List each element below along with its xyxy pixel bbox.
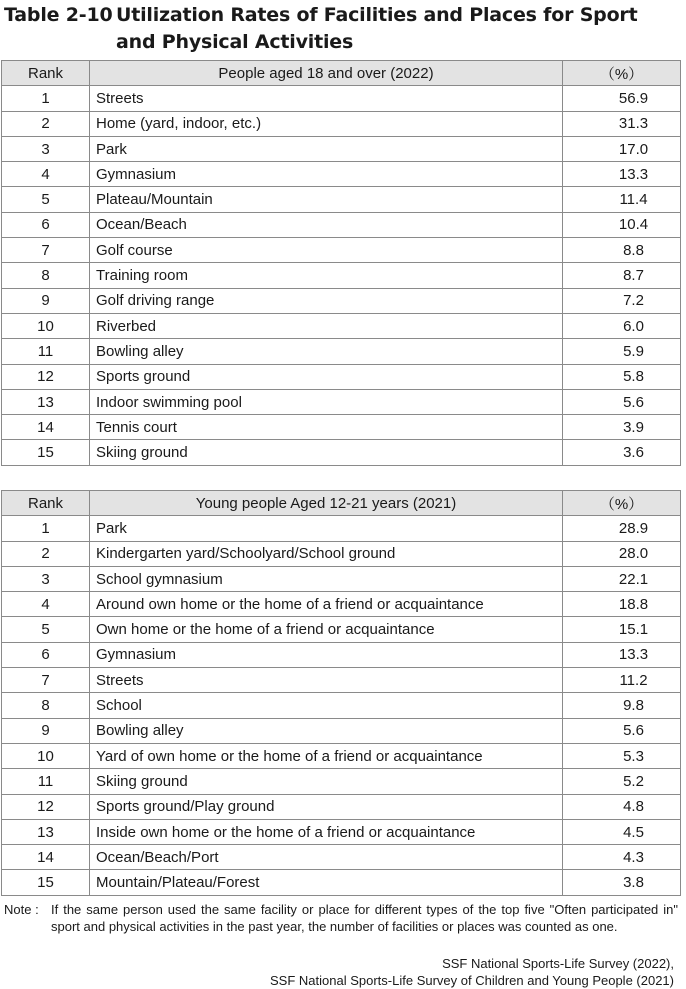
table-row	[2, 187, 681, 212]
rate-cell: 3.6	[563, 440, 681, 465]
facility-cell: Streets	[90, 668, 563, 693]
table-row	[2, 794, 681, 819]
facility-cell: Yard of own home or the home of a friend or acquaintance	[90, 743, 563, 768]
rate-cell: 5.2	[563, 769, 681, 794]
rank-cell: 3	[2, 136, 90, 161]
rank-cell: 11	[2, 769, 90, 794]
table-title	[4, 2, 684, 56]
table-header-row	[2, 491, 681, 516]
table-row	[2, 769, 681, 794]
table-row	[2, 743, 681, 768]
rate-cell: 8.7	[563, 263, 681, 288]
rate-cell: 22.1	[563, 566, 681, 591]
rate-cell: 11.2	[563, 668, 681, 693]
rank-cell: 12	[2, 364, 90, 389]
facility-cell: Plateau/Mountain	[90, 187, 563, 212]
table-row	[2, 870, 681, 895]
rank-cell: 2	[2, 541, 90, 566]
table-row	[2, 339, 681, 364]
source-line-2: SSF National Sports-Life Survey of Children and Young People (2021)	[270, 973, 674, 988]
rate-cell: 4.3	[563, 845, 681, 870]
source-line-1: SSF National Sports-Life Survey (2022),	[442, 956, 674, 971]
facility-cell: Mountain/Plateau/Forest	[90, 870, 563, 895]
rate-cell: 8.8	[563, 238, 681, 263]
table-row	[2, 516, 681, 541]
rank-cell: 2	[2, 111, 90, 136]
rate-cell: 15.1	[563, 617, 681, 642]
facility-cell: Gymnasium	[90, 162, 563, 187]
facility-cell: Skiing ground	[90, 440, 563, 465]
group-header: People aged 18 and over (2022)	[90, 61, 563, 86]
facility-cell: Bowling alley	[90, 718, 563, 743]
rate-cell: 28.0	[563, 541, 681, 566]
rank-cell: 5	[2, 617, 90, 642]
table-row	[2, 845, 681, 870]
table-row	[2, 440, 681, 465]
rate-cell: 31.3	[563, 111, 681, 136]
rank-cell: 8	[2, 263, 90, 288]
rank-cell: 5	[2, 187, 90, 212]
group-header: Young people Aged 12-21 years (2021)	[90, 491, 563, 516]
facility-cell: Bowling alley	[90, 339, 563, 364]
facility-cell: Golf driving range	[90, 288, 563, 313]
rate-cell: 5.3	[563, 743, 681, 768]
facility-cell: Park	[90, 516, 563, 541]
facility-cell: Riverbed	[90, 313, 563, 338]
rate-cell: 5.6	[563, 389, 681, 414]
rank-cell: 14	[2, 845, 90, 870]
rate-cell: 13.3	[563, 162, 681, 187]
table-row	[2, 288, 681, 313]
rate-cell: 56.9	[563, 86, 681, 111]
unit-header: （%）	[563, 491, 681, 516]
rate-cell: 17.0	[563, 136, 681, 161]
facility-cell: Home (yard, indoor, etc.)	[90, 111, 563, 136]
table-title-text: Utilization Rates of Facilities and Places for Sport and Physical Activities	[116, 4, 638, 53]
rank-cell: 7	[2, 668, 90, 693]
table-row	[2, 693, 681, 718]
rate-cell: 10.4	[563, 212, 681, 237]
table-body	[2, 516, 681, 895]
rank-header: Rank	[2, 491, 90, 516]
rank-cell: 13	[2, 819, 90, 844]
table-row	[2, 617, 681, 642]
rank-cell: 14	[2, 415, 90, 440]
note-text: If the same person used the same facility or place for different types of the top five "Often participated in" sport and physical activities in the past year, the number of facilities or places was counted as one.	[51, 902, 678, 934]
table-row	[2, 162, 681, 187]
rank-cell: 8	[2, 693, 90, 718]
table-row	[2, 389, 681, 414]
facility-cell: Sports ground	[90, 364, 563, 389]
table-header-row	[2, 61, 681, 86]
rank-cell: 10	[2, 743, 90, 768]
rank-cell: 4	[2, 592, 90, 617]
rate-cell: 3.8	[563, 870, 681, 895]
facility-cell: Kindergarten yard/Schoolyard/School ground	[90, 541, 563, 566]
facility-cell: Golf course	[90, 238, 563, 263]
rank-cell: 12	[2, 794, 90, 819]
table-row	[2, 313, 681, 338]
facility-cell: Own home or the home of a friend or acquaintance	[90, 617, 563, 642]
table-row	[2, 642, 681, 667]
rank-cell: 1	[2, 516, 90, 541]
rate-cell: 6.0	[563, 313, 681, 338]
rank-cell: 9	[2, 288, 90, 313]
table-row	[2, 111, 681, 136]
table-row	[2, 415, 681, 440]
adults-facility-table	[1, 60, 681, 466]
facility-cell: Gymnasium	[90, 642, 563, 667]
table-number: Table 2-10	[4, 4, 113, 26]
rate-cell: 7.2	[563, 288, 681, 313]
rank-cell: 3	[2, 566, 90, 591]
facility-cell: Tennis court	[90, 415, 563, 440]
rank-cell: 1	[2, 86, 90, 111]
facility-cell: School	[90, 693, 563, 718]
rate-cell: 18.8	[563, 592, 681, 617]
rank-cell: 6	[2, 212, 90, 237]
rate-cell: 3.9	[563, 415, 681, 440]
rank-cell: 4	[2, 162, 90, 187]
table-note	[4, 901, 678, 935]
rank-cell: 10	[2, 313, 90, 338]
table-row	[2, 86, 681, 111]
rate-cell: 5.9	[563, 339, 681, 364]
rank-header: Rank	[2, 61, 90, 86]
table-row	[2, 238, 681, 263]
table-row	[2, 718, 681, 743]
table-body	[2, 86, 681, 465]
table-row	[2, 592, 681, 617]
rank-cell: 15	[2, 440, 90, 465]
facility-cell: Ocean/Beach	[90, 212, 563, 237]
table-row	[2, 566, 681, 591]
table-row	[2, 819, 681, 844]
rate-cell: 11.4	[563, 187, 681, 212]
table-row	[2, 668, 681, 693]
source-citation	[270, 955, 674, 989]
rate-cell: 5.6	[563, 718, 681, 743]
rate-cell: 5.8	[563, 364, 681, 389]
table-row	[2, 541, 681, 566]
facility-cell: Indoor swimming pool	[90, 389, 563, 414]
unit-header: （%）	[563, 61, 681, 86]
rank-cell: 15	[2, 870, 90, 895]
facility-cell: Sports ground/Play ground	[90, 794, 563, 819]
rank-cell: 13	[2, 389, 90, 414]
facility-cell: Around own home or the home of a friend or acquaintance	[90, 592, 563, 617]
note-label: Note :	[4, 902, 39, 917]
facility-cell: Ocean/Beach/Port	[90, 845, 563, 870]
facility-cell: Inside own home or the home of a friend or acquaintance	[90, 819, 563, 844]
rate-cell: 4.5	[563, 819, 681, 844]
rank-cell: 7	[2, 238, 90, 263]
rate-cell: 4.8	[563, 794, 681, 819]
table-row	[2, 364, 681, 389]
rank-cell: 6	[2, 642, 90, 667]
rate-cell: 28.9	[563, 516, 681, 541]
facility-cell: School gymnasium	[90, 566, 563, 591]
table-row	[2, 212, 681, 237]
table-row	[2, 136, 681, 161]
table-row	[2, 263, 681, 288]
facility-cell: Park	[90, 136, 563, 161]
facility-cell: Streets	[90, 86, 563, 111]
rank-cell: 11	[2, 339, 90, 364]
rate-cell: 9.8	[563, 693, 681, 718]
facility-cell: Skiing ground	[90, 769, 563, 794]
youth-facility-table	[1, 490, 681, 896]
facility-cell: Training room	[90, 263, 563, 288]
rank-cell: 9	[2, 718, 90, 743]
rate-cell: 13.3	[563, 642, 681, 667]
